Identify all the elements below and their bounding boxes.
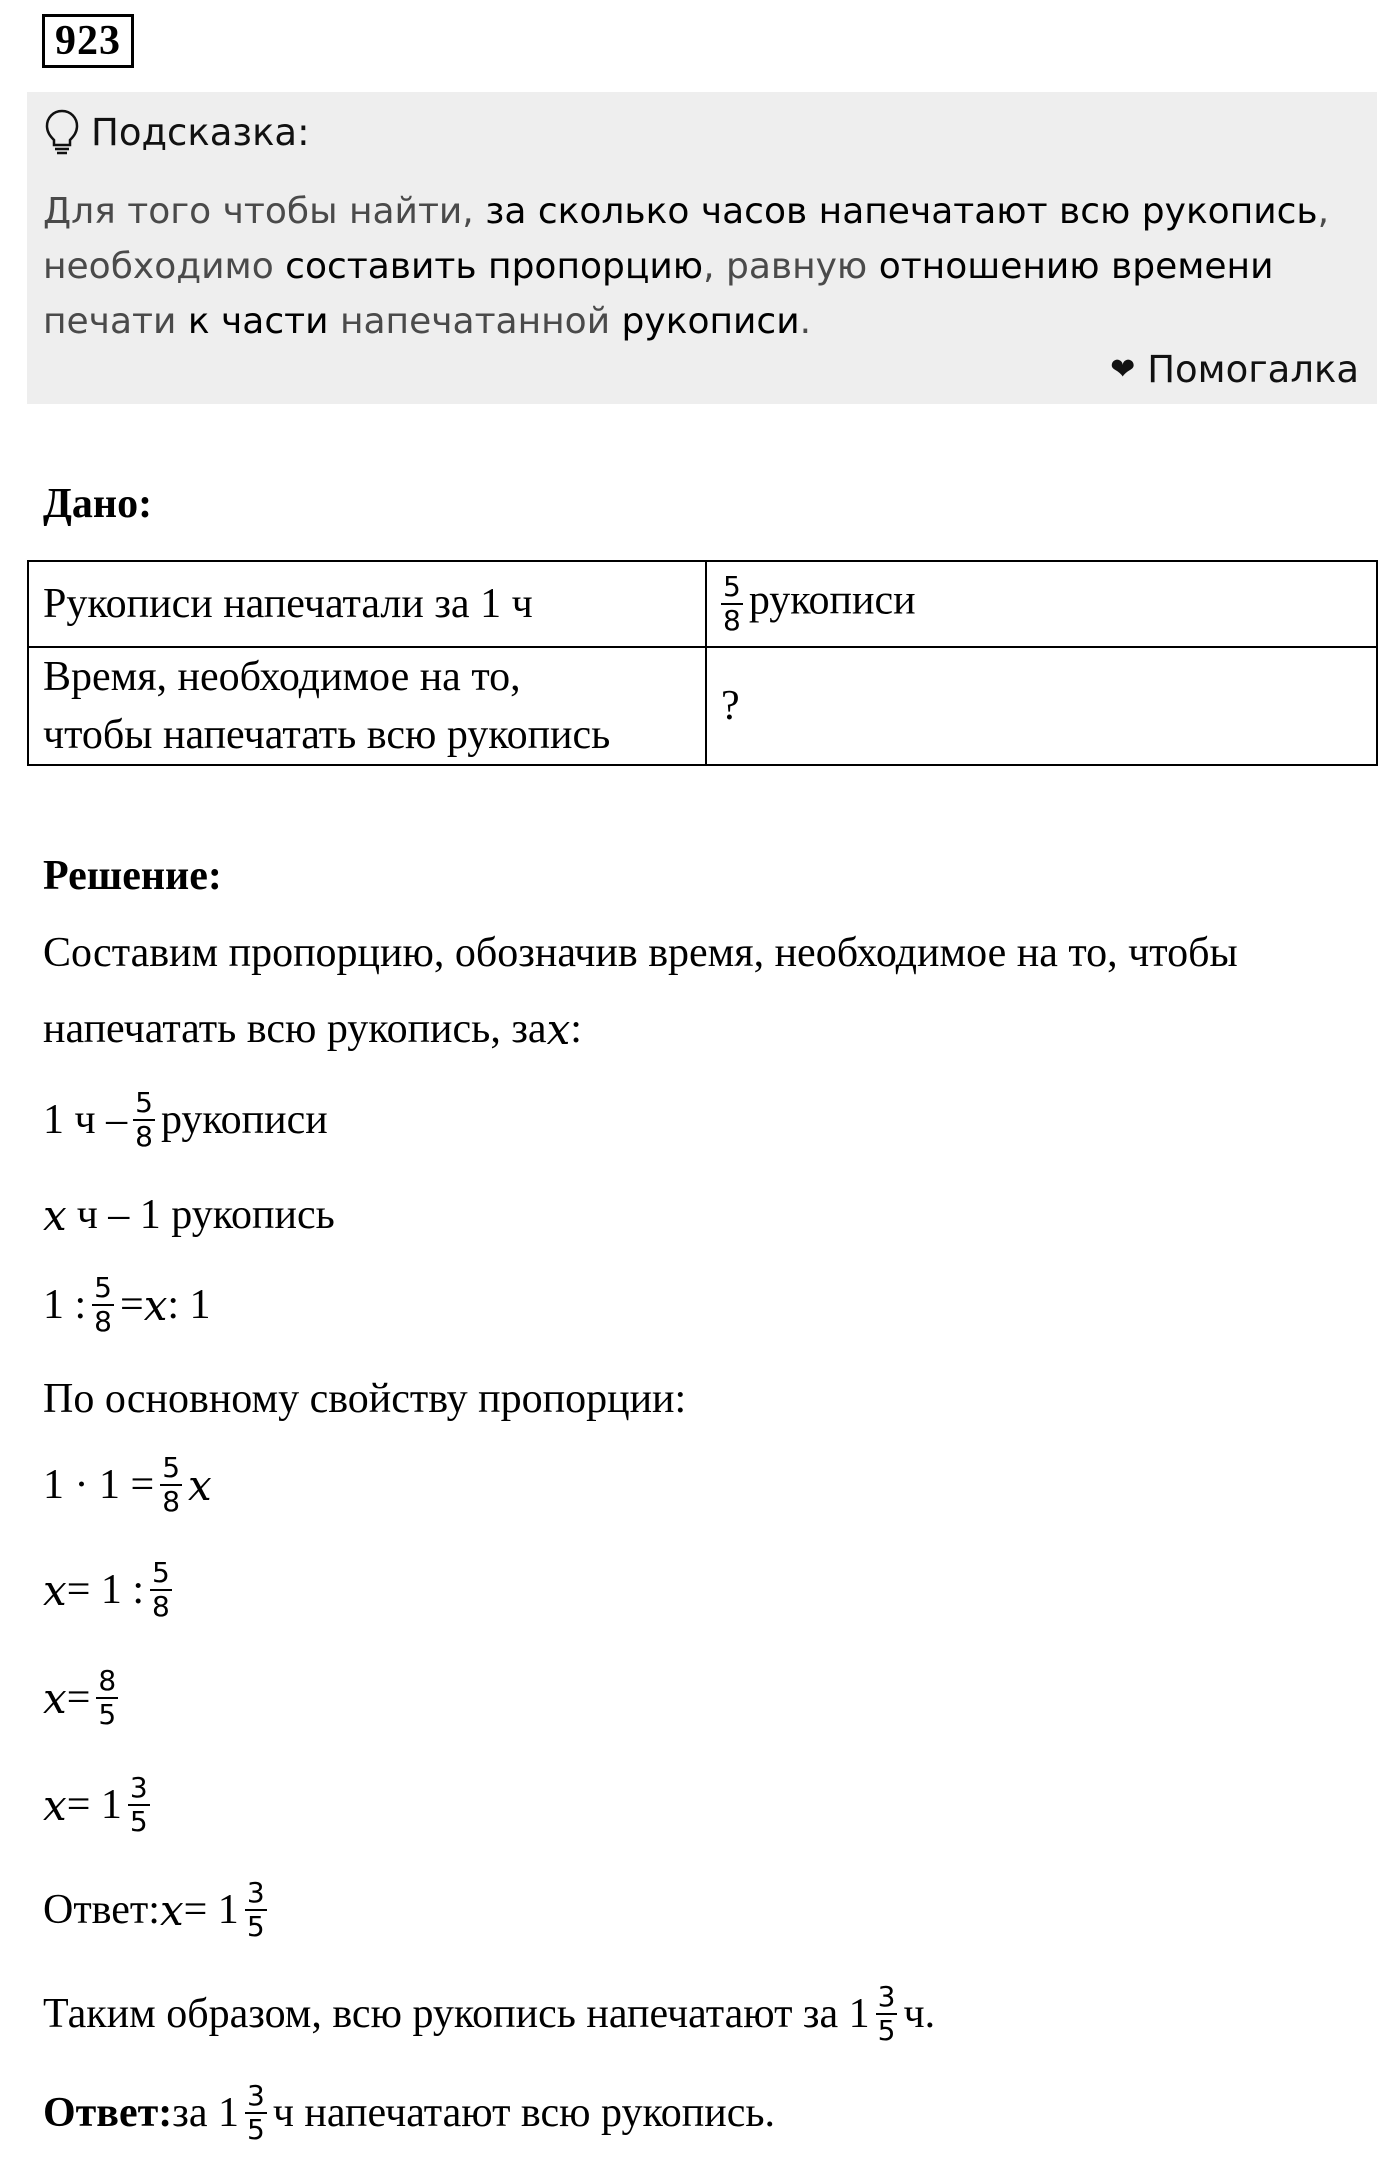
equation-1: 1 : $\frac{5}{8}$ = x : 1 <box>43 1271 211 1338</box>
proportion-line-2: x ч – 1 рукопись <box>43 1190 335 1240</box>
given-heading: Дано: <box>43 481 153 527</box>
hint-footer[interactable] <box>1110 348 1359 391</box>
proportion-line-1: 1 ч – $\frac{5}{8}$ рукописи <box>43 1086 328 1153</box>
table-row <box>28 647 1377 765</box>
hint-footer-text[interactable]: Помогалка <box>1147 348 1359 391</box>
given-table <box>27 560 1378 766</box>
solution-intro-line-1: Составим пропорцию, обозначив время, необходимое на то, чтобы <box>43 930 1238 976</box>
solution-intro-line-2: напечатать всю рукопись, за x : <box>43 1004 582 1054</box>
equation-3: x = 1 : $\frac{5}{8}$ <box>43 1556 170 1623</box>
table-row <box>28 561 1377 647</box>
given-cell-value: $\frac{5}{8}$ рукописи <box>706 561 1377 647</box>
hint-title-text: Подсказка: <box>91 110 310 154</box>
final-answer-label: Ответ: <box>43 2090 173 2136</box>
given-cell-label: Время, необходимое на то, чтобы напечатать всю рукопись <box>28 647 706 765</box>
heart-icon: ❤ <box>1110 352 1136 387</box>
property-text: По основному свойству пропорции: <box>43 1376 687 1422</box>
lightbulb-icon <box>45 109 79 155</box>
equation-2: 1 · 1 = $\frac{5}{8}$ x <box>43 1451 212 1518</box>
equation-4: x = $\frac{8}{5}$ <box>43 1664 117 1731</box>
equation-5: x = 1 $\frac{3}{5}$ <box>43 1771 148 1838</box>
answer-x: Ответ: x = 1 $\frac{3}{5}$ <box>43 1876 265 1943</box>
hint-text: Для того чтобы найти, за сколько часов напечатают всю рукопись, необходимо составить пропорцию, равную отношению времени печати к части напечатанной рукописи. <box>43 191 1330 342</box>
summary-text: Таким образом, всю рукопись напечатают за 1 $\frac{3}{5}$ ч. <box>43 1980 936 2047</box>
given-cell-label: Рукописи напечатали за 1 ч <box>28 561 706 647</box>
solution-heading: Решение: <box>43 853 222 899</box>
hint-title <box>45 102 310 162</box>
problem-number: 923 <box>42 14 134 68</box>
hint-box <box>27 92 1377 404</box>
final-answer: Ответ: за 1 $\frac{3}{5}$ ч напечатают всю рукопись. <box>43 2079 776 2146</box>
given-cell-value: ? <box>706 647 1377 765</box>
